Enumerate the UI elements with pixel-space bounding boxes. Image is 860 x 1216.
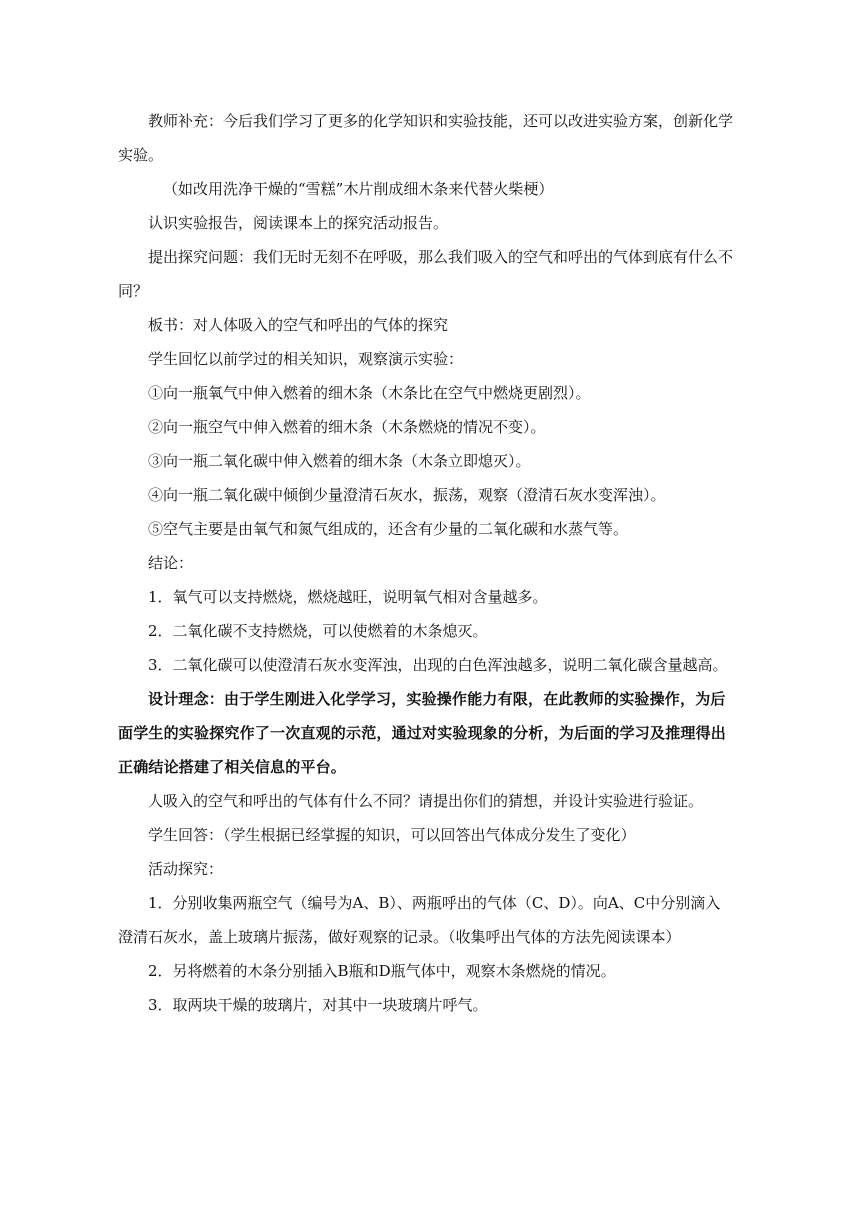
list-item-conclusion-2: 2．二氧化碳不支持燃烧，可以使燃着的木条熄灭。 bbox=[148, 622, 488, 640]
paragraph-inquiry-question: 提出探究问题：我们无时无刻不在呼吸，那么我们吸入的空气和呼出的气体到底有什么不同？ bbox=[118, 248, 734, 300]
paragraph-teacher-supplement: 教师补充：今后我们学习了更多的化学知识和实验技能，还可以改进实验方案，创新化学实验。 bbox=[118, 112, 734, 164]
list-item-demo-1: ①向一瓶氧气中伸入燃着的细木条（木条比在空气中燃烧更剧烈）。 bbox=[148, 384, 591, 402]
list-item-conclusion-1: 1．氧气可以支持燃烧，燃烧越旺，说明氧气相对含量越多。 bbox=[148, 588, 548, 606]
list-item-demo-2: ②向一瓶空气中伸入燃着的细木条（木条燃烧的情况不变）。 bbox=[148, 418, 546, 436]
paragraph-blackboard: 板书：对人体吸入的空气和呼出的气体的探究 bbox=[148, 316, 449, 334]
list-item-conclusion-3: 3．二氧化碳可以使澄清石灰水变浑浊，出现的白色浑浊越多，说明二氧化碳含量越高。 bbox=[148, 656, 728, 674]
list-item-demo-3: ③向一瓶二氧化碳中伸入燃着的细木条（木条立即熄灭）。 bbox=[148, 452, 531, 470]
list-item-activity-2: 2．另将燃着的木条分别插入B瓶和D瓶气体中，观察木条燃烧的情况。 bbox=[148, 962, 616, 980]
paragraph-popsicle-note: （如改用洗净干燥的“雪糕”木片削成细木条来代替火柴梗） bbox=[163, 180, 554, 198]
paragraph-lab-report: 认识实验报告，阅读课本上的探究活动报告。 bbox=[148, 214, 449, 232]
paragraph-design-concept: 设计理念：由于学生刚进入化学学习，实验操作能力有限，在此教师的实验操作，为后面学生的实验探究作了一次直观的示范，通过对实验现象的分析，为后面的学习及推理得出正确结论搭建了相关信息的平台。 bbox=[118, 690, 727, 776]
document-body bbox=[118, 104, 734, 1022]
list-item-demo-4: ④向一瓶二氧化碳中倾倒少量澄清石灰水，振荡，观察（澄清石灰水变浑浊）。 bbox=[148, 486, 666, 504]
list-item-activity-3: 3．取两块干燥的玻璃片，对其中一块玻璃片呼气。 bbox=[148, 996, 488, 1014]
paragraph-conclusion-heading: 结论： bbox=[148, 554, 194, 572]
paragraph-activity-heading: 活动探究： bbox=[148, 860, 224, 878]
paragraph-student-recall: 学生回忆以前学过的相关知识，观察演示实验： bbox=[148, 350, 464, 368]
list-item-activity-1: 1．分别收集两瓶空气（编号为A、B）、两瓶呼出的气体（C、D）。向A、C中分别滴入澄清石灰水，盖上玻璃片振荡，做好观察的记录。（收集呼出气体的方法先阅读课本） bbox=[118, 894, 721, 946]
paragraph-hypothesis-prompt: 人吸入的空气和呼出的气体有什么不同？请提出你们的猜想，并设计实验进行验证。 bbox=[148, 792, 704, 810]
paragraph-student-answer: 学生回答：（学生根据已经掌握的知识，可以回答出气体成分发生了变化） bbox=[148, 826, 636, 844]
list-item-demo-5: ⑤空气主要是由氧气和氮气组成的，还含有少量的二氧化碳和水蒸气等。 bbox=[148, 520, 629, 538]
